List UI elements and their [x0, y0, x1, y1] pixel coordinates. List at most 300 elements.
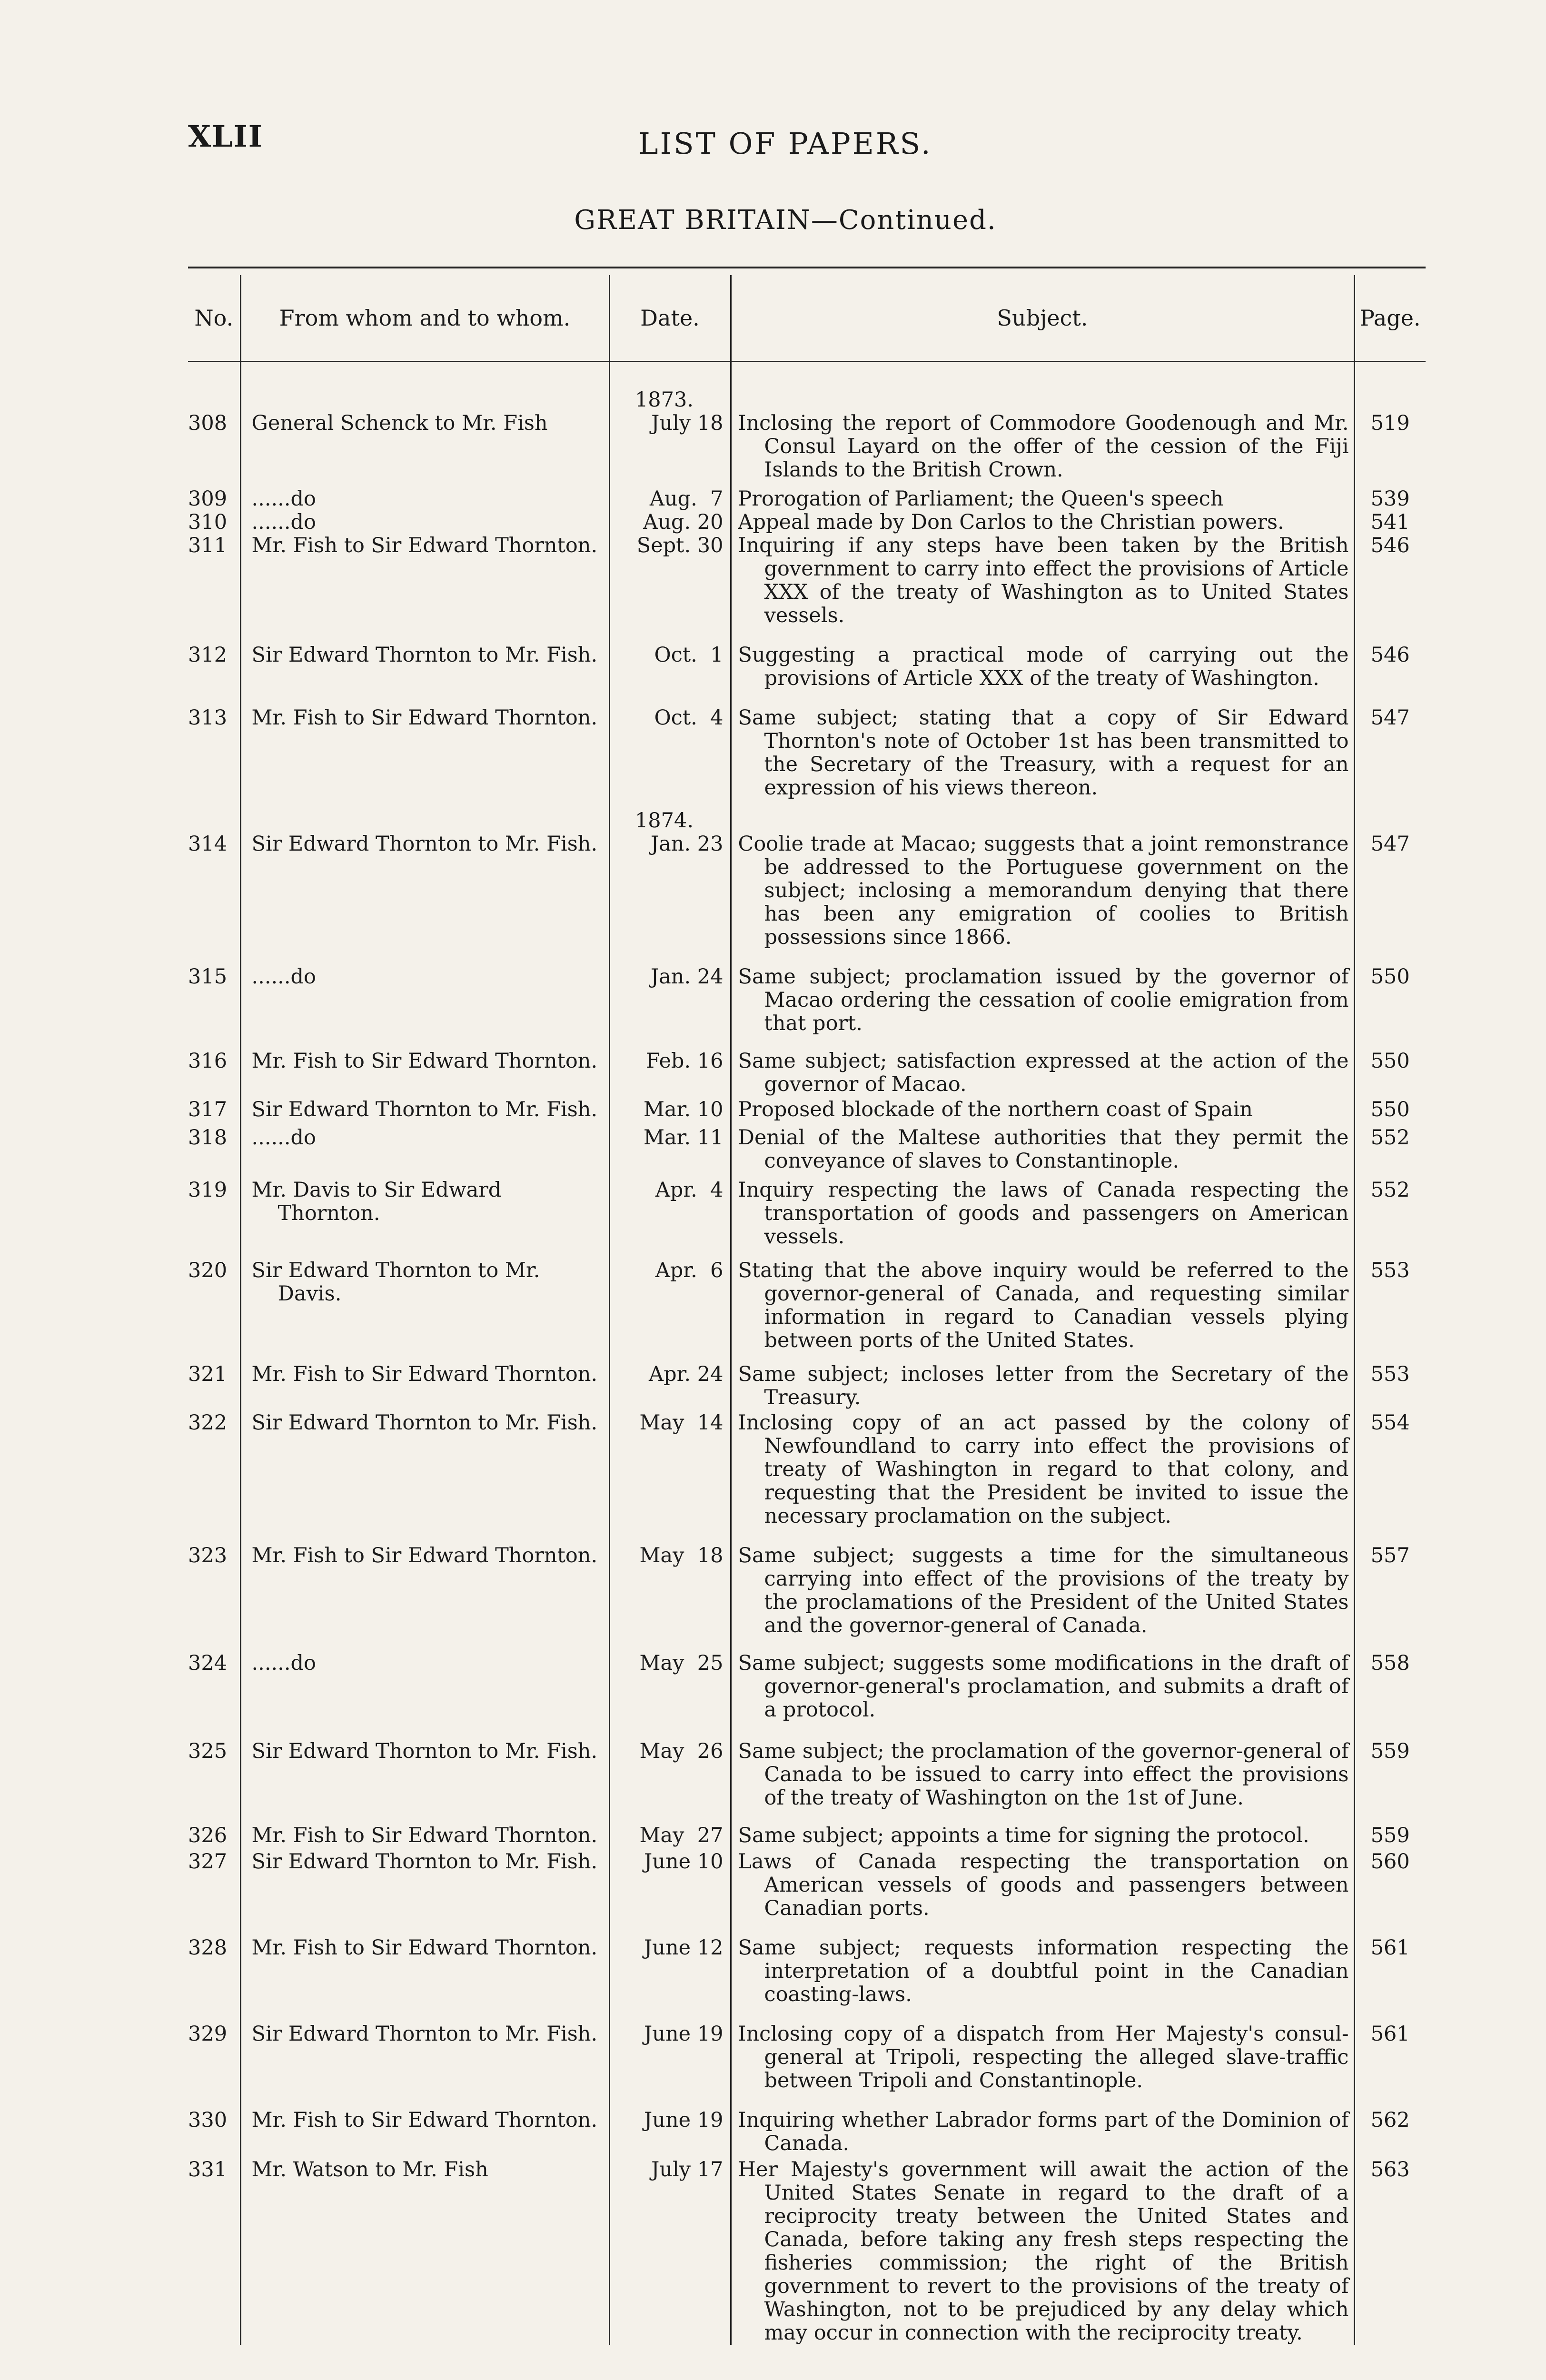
papers-table-container	[188, 275, 1426, 2355]
row-spacer	[188, 800, 1426, 809]
spacer-cell	[240, 362, 609, 389]
spacer-cell	[731, 627, 1354, 644]
table-row	[188, 1098, 1426, 1121]
cell-from-to	[240, 2109, 609, 2155]
table-row	[188, 1259, 1426, 1352]
cell-page	[1354, 511, 1426, 534]
cell-subject-text: Laws of Canada respecting the transportation on American vessels of goods and passengers between Canadian ports.	[738, 1850, 1349, 1920]
cell-number	[188, 1411, 240, 1528]
spacer-cell	[609, 627, 731, 644]
cell-number	[188, 487, 240, 511]
cell-from-to-text: ......do	[251, 965, 316, 989]
cell-date	[609, 2109, 731, 2155]
cell-number	[188, 809, 240, 949]
spacer-cell	[240, 2092, 609, 2109]
cell-from-to-text: Sir Edward Thornton to Mr. Davis.	[251, 1259, 540, 1306]
cell-date-text: June 10	[644, 1850, 723, 1874]
table-row	[188, 809, 1426, 949]
cell-subject	[731, 388, 1354, 482]
cell-date	[609, 511, 731, 534]
spacer-cell	[731, 1352, 1354, 1363]
cell-number-text: 312	[188, 643, 228, 667]
table-row	[188, 965, 1426, 1035]
spacer-cell	[609, 800, 731, 809]
cell-date-text: Jan. 24	[650, 965, 723, 989]
table-header-row	[188, 275, 1426, 362]
cell-date	[609, 487, 731, 511]
cell-date	[609, 1363, 731, 1409]
cell-number-text: 318	[188, 1126, 228, 1150]
spacer-cell	[240, 949, 609, 965]
cell-number	[188, 1824, 240, 1847]
column-header-page: Page.	[1354, 275, 1426, 362]
cell-from-to-text: ......do	[251, 1651, 316, 1675]
cell-from-to	[240, 1824, 609, 1847]
cell-page-text: 557	[1370, 1544, 1410, 1567]
date-day: Jan. 23	[650, 832, 723, 856]
cell-from-to-text: Mr. Fish to Sir Edward Thornton.	[251, 1049, 598, 1073]
cell-subject-text: Same subject; appoints a time for signing the protocol.	[738, 1824, 1309, 1847]
cell-from-to	[240, 1936, 609, 2006]
spacer-cell	[731, 1249, 1354, 1259]
cell-date-text: July 17	[651, 2158, 723, 2182]
spacer-cell	[1354, 362, 1426, 389]
cell-subject-text: Inclosing copy of an act passed by the colony of Newfoundland to carry into effect the provisions of treaty of Washington in regard to that colony, and requesting that the President be invited to issue the necessary proclamation on the subject.	[738, 1411, 1349, 1528]
cell-page	[1354, 1126, 1426, 1173]
cell-page	[1354, 1850, 1426, 1920]
spacer-cell	[609, 2006, 731, 2023]
cell-page	[1354, 2109, 1426, 2155]
cell-date-text: May 18	[639, 1544, 723, 1567]
cell-number-text: 319	[188, 1178, 228, 1202]
cell-subject-text: Stating that the above inquiry would be referred to the governor-general of Canada, and requesting similar information in regard to Canadian vessels plying between ports of the United States.	[738, 1259, 1349, 1352]
cell-date-text: Oct. 4	[654, 706, 723, 730]
table-row	[188, 1850, 1426, 1920]
spacer-cell	[609, 1352, 731, 1363]
cell-number-text: 313	[188, 706, 228, 730]
cell-date	[609, 644, 731, 690]
spacer-cell	[731, 690, 1354, 706]
cell-subject	[731, 706, 1354, 800]
cell-subject	[731, 1259, 1354, 1352]
spacer-cell	[240, 1352, 609, 1363]
spacer-cell	[188, 800, 240, 809]
spacer-cell	[609, 1249, 731, 1259]
cell-subject-text: Inquiring if any steps have been taken by the British government to carry into effect the provisions of Article XXX of the treaty of Washington as to United States vessels.	[738, 534, 1349, 627]
cell-date	[609, 706, 731, 800]
cell-from-to	[240, 1098, 609, 1121]
cell-date	[609, 1652, 731, 1722]
cell-date-text: Feb. 16	[645, 1049, 723, 1073]
cell-page	[1354, 1179, 1426, 1249]
cell-date-text: Sept. 30	[636, 534, 723, 557]
cell-number-text: 322	[188, 1411, 228, 1435]
cell-page	[1354, 2158, 1426, 2345]
spacer-cell	[731, 1722, 1354, 1740]
cell-number	[188, 1740, 240, 1810]
cell-from-to	[240, 1411, 609, 1528]
cell-number-text: 325	[188, 1739, 228, 1763]
cell-from-to	[240, 1544, 609, 1637]
spacer-cell	[188, 1810, 240, 1824]
spacer-cell	[240, 800, 609, 809]
cell-from-to	[240, 534, 609, 627]
cell-from-to	[240, 1050, 609, 1096]
cell-from-to	[240, 1259, 609, 1352]
table-row	[188, 1179, 1426, 1249]
row-spacer	[188, 362, 1426, 389]
spacer-cell	[731, 2092, 1354, 2109]
spacer-cell	[609, 949, 731, 965]
cell-from-to	[240, 706, 609, 800]
cell-from-to	[240, 1740, 609, 1810]
spacer-cell	[731, 1637, 1354, 1652]
row-spacer	[188, 1249, 1426, 1259]
cell-page	[1354, 1363, 1426, 1409]
spacer-cell	[731, 1810, 1354, 1824]
cell-number-text: 321	[188, 1362, 228, 1386]
cell-number-text: 327	[188, 1850, 228, 1874]
row-spacer	[188, 1637, 1426, 1652]
spacer-cell	[1354, 949, 1426, 965]
spacer-cell	[1354, 1637, 1426, 1652]
spacer-cell	[731, 949, 1354, 965]
column-header-date: Date.	[609, 275, 731, 362]
spacer-cell	[240, 1035, 609, 1050]
cell-subject	[731, 644, 1354, 690]
cell-page-text: 546	[1370, 534, 1410, 557]
spacer-cell	[240, 1637, 609, 1652]
cell-from-to-text: ......do	[251, 487, 316, 511]
cell-subject-text: Same subject; suggests some modifications in the draft of governor-general's proclamation, and submits a draft of a protocol.	[738, 1651, 1349, 1722]
cell-number	[188, 511, 240, 534]
cell-subject	[731, 965, 1354, 1035]
cell-number	[188, 644, 240, 690]
spacer-cell	[240, 1528, 609, 1544]
section-subtitle: GREAT BRITAIN—Continued.	[574, 205, 997, 236]
spacer-cell	[731, 2006, 1354, 2023]
cell-number-text: 324	[188, 1651, 228, 1675]
cell-number	[188, 1179, 240, 1249]
page-number: XLII	[188, 119, 263, 154]
table-row	[188, 1050, 1426, 1096]
cell-number	[188, 1936, 240, 2006]
row-spacer	[188, 949, 1426, 965]
spacer-cell	[188, 1722, 240, 1740]
table-row	[188, 706, 1426, 800]
cell-page-text: 563	[1370, 2158, 1410, 2182]
cell-page	[1354, 706, 1426, 800]
cell-from-to	[240, 511, 609, 534]
cell-number-text: 310	[188, 510, 228, 534]
spacer-cell	[1354, 1920, 1426, 1936]
cell-number-text: 329	[188, 2022, 228, 2046]
cell-subject	[731, 1126, 1354, 1173]
cell-from-to-text: Sir Edward Thornton to Mr. Fish.	[251, 1098, 598, 1121]
cell-page	[1354, 965, 1426, 1035]
cell-from-to-text: Mr. Fish to Sir Edward Thornton.	[251, 1362, 598, 1386]
spacer-cell	[240, 627, 609, 644]
cell-date	[609, 2158, 731, 2345]
cell-subject-text: Same subject; the proclamation of the governor-general of Canada to be issued to carry into effect the provisions of the treaty of Washington on the 1st of June.	[738, 1739, 1349, 1810]
cell-page	[1354, 2023, 1426, 2092]
cell-subject	[731, 2023, 1354, 2092]
column-header-no: No.	[188, 275, 240, 362]
cell-from-to	[240, 809, 609, 949]
cell-date	[609, 1411, 731, 1528]
cell-subject	[731, 487, 1354, 511]
cell-date	[609, 1936, 731, 2006]
cell-page-text: 561	[1370, 1936, 1410, 1960]
top-rule	[188, 267, 1426, 268]
cell-number-text: 326	[188, 1824, 228, 1847]
spacer-cell	[188, 1528, 240, 1544]
cell-date-text: Aug. 20	[643, 510, 723, 534]
table-row	[188, 1652, 1426, 1722]
table-row	[188, 388, 1426, 482]
cell-subject	[731, 511, 1354, 534]
cell-subject	[731, 1411, 1354, 1528]
cell-number-text: 330	[188, 2108, 228, 2132]
spacer-cell	[731, 1035, 1354, 1050]
cell-from-to	[240, 388, 609, 482]
table-row	[188, 2109, 1426, 2155]
spacer-cell	[240, 1722, 609, 1740]
cell-page-text: 562	[1370, 2108, 1410, 2132]
cell-subject-text: Same subject; satisfaction expressed at the action of the governor of Macao.	[738, 1049, 1349, 1096]
spacer-cell	[609, 1920, 731, 1936]
cell-number-text: 314	[188, 832, 228, 856]
cell-subject	[731, 1652, 1354, 1722]
cell-page-text: 550	[1370, 965, 1410, 989]
cell-subject-text: Appeal made by Don Carlos to the Christian powers.	[738, 510, 1284, 534]
spacer-cell	[1354, 627, 1426, 644]
cell-page	[1354, 644, 1426, 690]
cell-page-text: 539	[1370, 487, 1410, 511]
cell-number-text: 320	[188, 1259, 228, 1282]
spacer-cell	[1354, 1722, 1426, 1740]
row-spacer	[188, 1528, 1426, 1544]
papers-table	[188, 275, 1426, 2345]
spacer-cell	[188, 1352, 240, 1363]
spacer-cell	[1354, 1249, 1426, 1259]
cell-number-text: 311	[188, 534, 228, 557]
cell-subject	[731, 1824, 1354, 1847]
cell-number-text: 309	[188, 487, 228, 511]
table-row	[188, 2023, 1426, 2092]
cell-subject-text: Same subject; proclamation issued by the governor of Macao ordering the cessation of coolie emigration from that port.	[738, 965, 1349, 1035]
row-spacer	[188, 1035, 1426, 1050]
cell-page-text: 554	[1370, 1411, 1410, 1435]
table-row	[188, 487, 1426, 511]
spacer-cell	[188, 2092, 240, 2109]
spacer-cell	[1354, 2092, 1426, 2109]
cell-date	[609, 809, 731, 949]
spacer-cell	[609, 2092, 731, 2109]
cell-date	[609, 1740, 731, 1810]
cell-date-text: May 27	[639, 1824, 723, 1847]
cell-from-to	[240, 1363, 609, 1409]
cell-subject-text: Inclosing the report of Commodore Goodenough and Mr. Consul Layard on the offer of the cession of the Fiji Islands to the British Crown.	[738, 411, 1349, 482]
spacer-cell	[609, 1528, 731, 1544]
cell-date-text: May 26	[639, 1739, 723, 1763]
column-header-from: From whom and to whom.	[240, 275, 609, 362]
row-spacer	[188, 690, 1426, 706]
cell-date	[609, 1050, 731, 1096]
cell-page-text: 519	[1370, 411, 1410, 435]
table-row	[188, 644, 1426, 690]
cell-from-to	[240, 1179, 609, 1249]
cell-from-to	[240, 2023, 609, 2092]
cell-subject-text: Inclosing copy of a dispatch from Her Majesty's consul-general at Tripoli, respecting the alleged slave-traffic between Tripoli and Constantinople.	[738, 2022, 1349, 2092]
spacer-cell	[188, 1920, 240, 1936]
cell-number-text: 328	[188, 1936, 228, 1960]
cell-page-text: 560	[1370, 1850, 1410, 1874]
cell-number	[188, 1259, 240, 1352]
cell-from-to-text: Mr. Fish to Sir Edward Thornton.	[251, 1936, 598, 1960]
cell-from-to-text: Mr. Watson to Mr. Fish	[251, 2158, 488, 2182]
cell-date-text: Apr. 6	[655, 1259, 723, 1282]
cell-date-text: May 14	[639, 1411, 723, 1435]
cell-number	[188, 534, 240, 627]
date-day: July 18	[651, 411, 723, 435]
cell-subject	[731, 1050, 1354, 1096]
cell-subject-text: Inquiry respecting the laws of Canada respecting the transportation of goods and passengers on American vessels.	[738, 1178, 1349, 1249]
cell-date	[609, 388, 731, 482]
cell-page-text: 553	[1370, 1259, 1410, 1282]
cell-subject	[731, 1740, 1354, 1810]
cell-page-text: 541	[1370, 510, 1410, 534]
date-year: 1874.	[634, 809, 694, 833]
cell-date	[609, 1259, 731, 1352]
cell-number	[188, 1050, 240, 1096]
column-header-subject: Subject.	[731, 275, 1354, 362]
cell-number-text: 331	[188, 2158, 228, 2182]
cell-page	[1354, 388, 1426, 482]
cell-from-to	[240, 1652, 609, 1722]
spacer-cell	[731, 1920, 1354, 1936]
row-spacer	[188, 1810, 1426, 1824]
cell-subject-text: Coolie trade at Macao; suggests that a joint remonstrance be addressed to the Portuguese government on the subject; inclosing a memorandum denying that there has been any emigration of coolies to British possessions since 1866.	[738, 832, 1349, 949]
cell-number-text: 316	[188, 1049, 228, 1073]
cell-number-text: 317	[188, 1098, 228, 1121]
spacer-cell	[188, 1035, 240, 1050]
spacer-cell	[240, 1920, 609, 1936]
cell-date-text: June 19	[644, 2022, 723, 2046]
cell-date-text: Mar. 11	[643, 1126, 723, 1150]
table-row	[188, 1126, 1426, 1173]
cell-from-to-text: Sir Edward Thornton to Mr. Fish.	[251, 1411, 598, 1435]
cell-subject-text: Suggesting a practical mode of carrying out the provisions of Article XXX of the treaty of Washington.	[738, 643, 1349, 690]
cell-date	[609, 1824, 731, 1847]
cell-date-text: Apr. 24	[649, 1362, 723, 1386]
cell-page-text: 561	[1370, 2022, 1410, 2046]
cell-page	[1354, 1936, 1426, 2006]
table-body	[188, 362, 1426, 2345]
cell-from-to-text: Sir Edward Thornton to Mr. Fish.	[251, 1850, 598, 1874]
cell-from-to-text: General Schenck to Mr. Fish	[251, 411, 548, 435]
cell-page	[1354, 1740, 1426, 1810]
cell-from-to-text: Mr. Fish to Sir Edward Thornton.	[251, 2108, 598, 2132]
cell-date-text: Mar. 10	[643, 1098, 723, 1121]
cell-page	[1354, 1259, 1426, 1352]
row-spacer	[188, 1920, 1426, 1936]
cell-page-text: 559	[1370, 1824, 1410, 1847]
spacer-cell	[188, 949, 240, 965]
cell-subject	[731, 1098, 1354, 1121]
cell-number	[188, 1652, 240, 1722]
cell-page-text: 547	[1370, 832, 1410, 856]
cell-page	[1354, 1824, 1426, 1847]
cell-subject	[731, 1363, 1354, 1409]
cell-subject-text: Same subject; incloses letter from the Secretary of the Treasury.	[738, 1362, 1349, 1409]
cell-number	[188, 1098, 240, 1121]
cell-from-to-text: Mr. Fish to Sir Edward Thornton.	[251, 1824, 598, 1847]
spacer-cell	[1354, 2006, 1426, 2023]
table-row	[188, 1544, 1426, 1637]
cell-from-to	[240, 644, 609, 690]
cell-page-text: 550	[1370, 1049, 1410, 1073]
cell-from-to-text: Mr. Fish to Sir Edward Thornton.	[251, 1544, 598, 1567]
cell-page	[1354, 1411, 1426, 1528]
cell-date	[609, 1179, 731, 1249]
cell-from-to	[240, 2158, 609, 2345]
cell-date-text: Oct. 1	[654, 643, 723, 667]
cell-date	[609, 1098, 731, 1121]
cell-page	[1354, 1050, 1426, 1096]
table-row	[188, 2158, 1426, 2345]
cell-from-to	[240, 1126, 609, 1173]
spacer-cell	[731, 800, 1354, 809]
spacer-cell	[731, 1528, 1354, 1544]
cell-subject	[731, 809, 1354, 949]
spacer-cell	[188, 1637, 240, 1652]
cell-subject-text: Same subject; requests information respecting the interpretation of a doubtful point in the Canadian coasting-laws.	[738, 1936, 1349, 2006]
cell-number	[188, 2158, 240, 2345]
cell-page-text: 550	[1370, 1098, 1410, 1121]
cell-date-text: May 25	[639, 1651, 723, 1675]
cell-date	[609, 1544, 731, 1637]
cell-page-text: 558	[1370, 1651, 1410, 1675]
spacer-cell	[240, 1810, 609, 1824]
table-row	[188, 1936, 1426, 2006]
spacer-cell	[1354, 1035, 1426, 1050]
cell-subject-text: Her Majesty's government will await the action of the United States Senate in regard to the draft of a reciprocity treaty between the United States and Canada, before taking any fresh steps respecting the fisheries commission; the right of the British government to revert to the provisions of the treaty of Washington, not to be prejudiced by any delay which may occur in connection with the reciprocity treaty.	[738, 2158, 1349, 2345]
table-row	[188, 511, 1426, 534]
cell-from-to-text: Mr. Fish to Sir Edward Thornton.	[251, 534, 598, 557]
row-spacer	[188, 1722, 1426, 1740]
cell-number	[188, 706, 240, 800]
cell-page-text: 546	[1370, 643, 1410, 667]
cell-page-text: 553	[1370, 1362, 1410, 1386]
cell-date-text: Aug. 7	[649, 487, 723, 511]
cell-date	[609, 1126, 731, 1173]
cell-from-to-text: Sir Edward Thornton to Mr. Fish.	[251, 2022, 598, 2046]
spacer-cell	[609, 1637, 731, 1652]
cell-date-text: June 12	[644, 1936, 723, 1960]
cell-subject-text: Inquiring whether Labrador forms part of the Dominion of Canada.	[738, 2108, 1349, 2155]
cell-subject-text: Proposed blockade of the northern coast of Spain	[738, 1098, 1253, 1121]
spacer-cell	[240, 2006, 609, 2023]
cell-page	[1354, 1652, 1426, 1722]
cell-number	[188, 1363, 240, 1409]
cell-number	[188, 2023, 240, 2092]
spacer-cell	[1354, 1528, 1426, 1544]
cell-page	[1354, 534, 1426, 627]
cell-subject	[731, 1850, 1354, 1920]
row-spacer	[188, 2006, 1426, 2023]
cell-page	[1354, 809, 1426, 949]
